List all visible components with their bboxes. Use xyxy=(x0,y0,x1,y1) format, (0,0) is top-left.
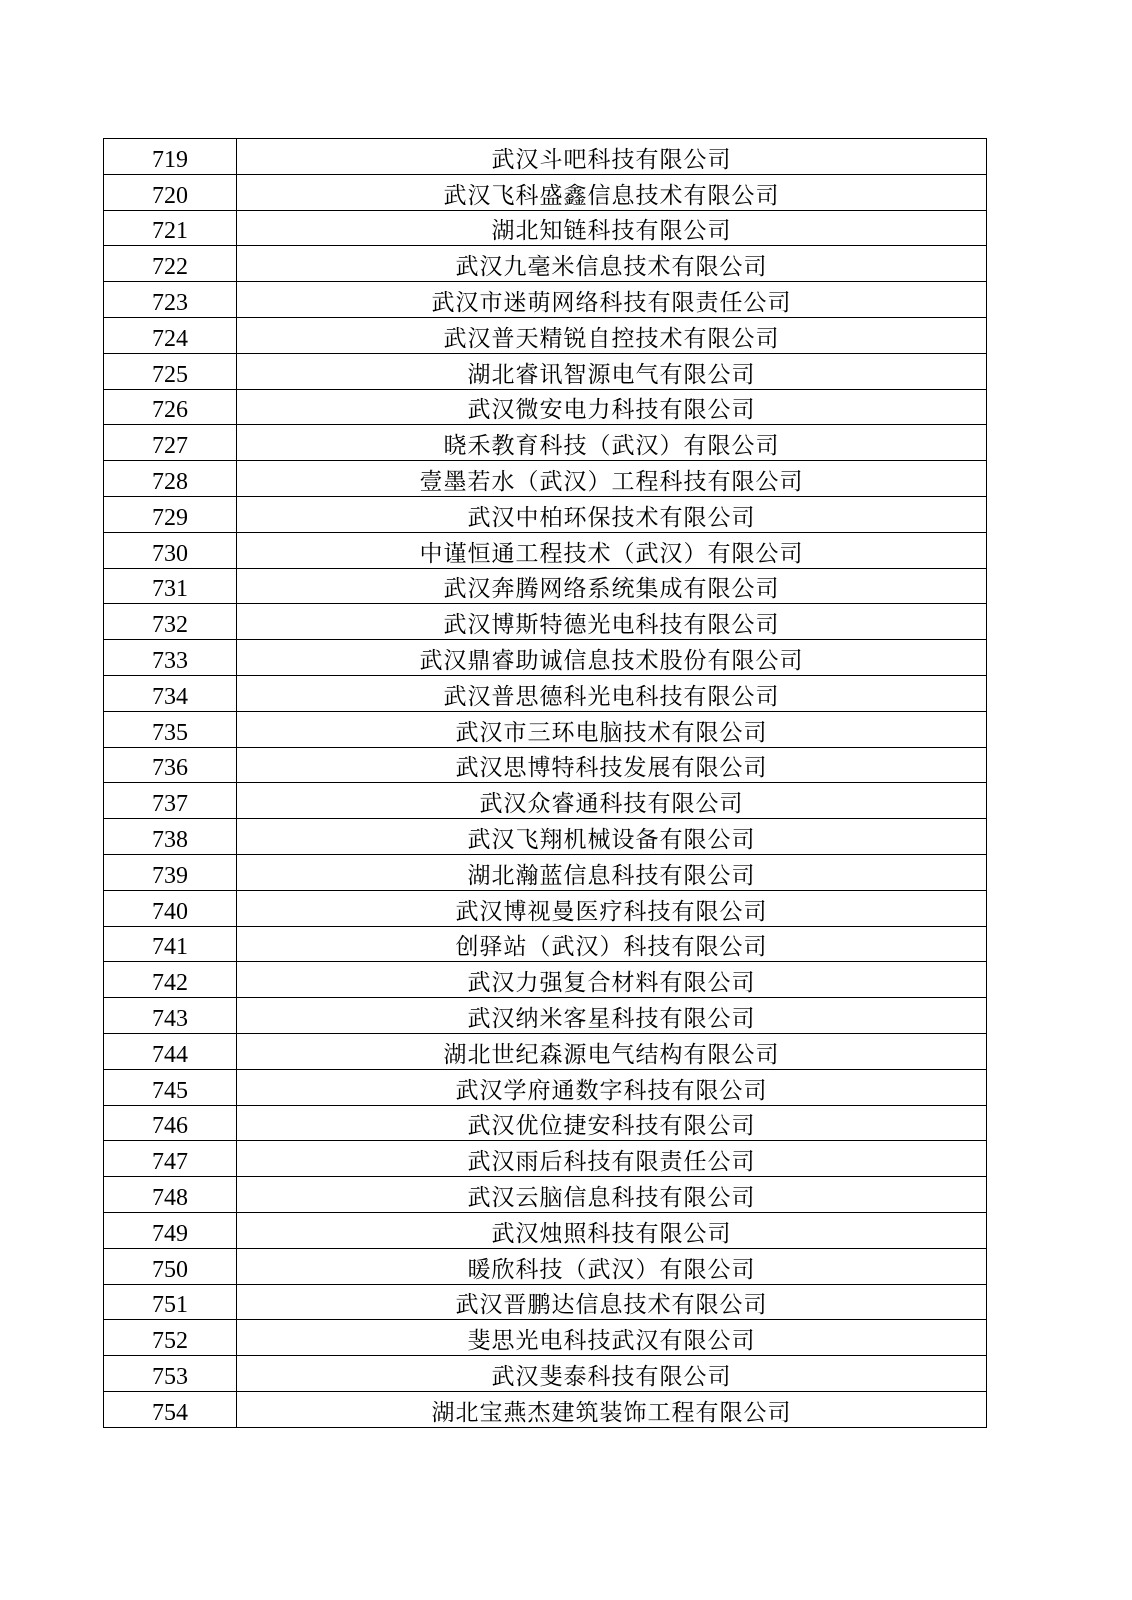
row-number-cell: 745 xyxy=(104,1069,237,1105)
row-number-cell: 753 xyxy=(104,1356,237,1392)
table-row xyxy=(104,246,987,282)
company-name-cell: 武汉斐泰科技有限公司 xyxy=(237,1356,987,1392)
company-name-cell: 武汉雨后科技有限责任公司 xyxy=(237,1141,987,1177)
company-name-cell: 斐思光电科技武汉有限公司 xyxy=(237,1320,987,1356)
row-number-cell: 743 xyxy=(104,998,237,1034)
table-row xyxy=(104,640,987,676)
company-name-cell: 武汉市迷萌网络科技有限责任公司 xyxy=(237,282,987,318)
table-row xyxy=(104,425,987,461)
row-number-cell: 728 xyxy=(104,461,237,497)
company-name-cell: 武汉飞科盛鑫信息技术有限公司 xyxy=(237,174,987,210)
table-row xyxy=(104,747,987,783)
company-name-cell: 武汉飞翔机械设备有限公司 xyxy=(237,819,987,855)
table-row xyxy=(104,210,987,246)
company-name-cell: 武汉微安电力科技有限公司 xyxy=(237,389,987,425)
company-name-cell: 武汉斗吧科技有限公司 xyxy=(237,139,987,175)
table-row xyxy=(104,1248,987,1284)
table-row xyxy=(104,282,987,318)
table-row xyxy=(104,783,987,819)
row-number-cell: 752 xyxy=(104,1320,237,1356)
company-name-cell: 武汉晋鹏达信息技术有限公司 xyxy=(237,1284,987,1320)
table-row xyxy=(104,461,987,497)
company-name-cell: 武汉中柏环保技术有限公司 xyxy=(237,496,987,532)
company-name-cell: 武汉奔腾网络系统集成有限公司 xyxy=(237,568,987,604)
row-number-cell: 727 xyxy=(104,425,237,461)
company-name-cell: 武汉纳米客星科技有限公司 xyxy=(237,998,987,1034)
row-number-cell: 741 xyxy=(104,926,237,962)
row-number-cell: 733 xyxy=(104,640,237,676)
company-name-cell: 武汉博斯特德光电科技有限公司 xyxy=(237,604,987,640)
table-row xyxy=(104,174,987,210)
company-name-cell: 武汉普思德科光电科技有限公司 xyxy=(237,675,987,711)
table-row xyxy=(104,1284,987,1320)
row-number-cell: 719 xyxy=(104,139,237,175)
company-name-cell: 武汉烛照科技有限公司 xyxy=(237,1212,987,1248)
table-row xyxy=(104,1177,987,1213)
table-row xyxy=(104,532,987,568)
row-number-cell: 722 xyxy=(104,246,237,282)
company-name-cell: 暖欣科技（武汉）有限公司 xyxy=(237,1248,987,1284)
company-name-cell: 湖北睿讯智源电气有限公司 xyxy=(237,353,987,389)
table-row xyxy=(104,1033,987,1069)
row-number-cell: 720 xyxy=(104,174,237,210)
company-name-cell: 晓禾教育科技（武汉）有限公司 xyxy=(237,425,987,461)
company-name-cell: 武汉优位捷安科技有限公司 xyxy=(237,1105,987,1141)
row-number-cell: 735 xyxy=(104,711,237,747)
table-row xyxy=(104,962,987,998)
company-name-cell: 武汉九毫米信息技术有限公司 xyxy=(237,246,987,282)
company-name-cell: 武汉博视曼医疗科技有限公司 xyxy=(237,890,987,926)
table-row xyxy=(104,998,987,1034)
table-row xyxy=(104,389,987,425)
company-list-body xyxy=(104,139,987,1428)
table-row xyxy=(104,1391,987,1427)
table-row xyxy=(104,1212,987,1248)
table-row xyxy=(104,317,987,353)
company-name-cell: 武汉云脑信息科技有限公司 xyxy=(237,1177,987,1213)
row-number-cell: 726 xyxy=(104,389,237,425)
row-number-cell: 725 xyxy=(104,353,237,389)
company-name-cell: 湖北世纪森源电气结构有限公司 xyxy=(237,1033,987,1069)
row-number-cell: 749 xyxy=(104,1212,237,1248)
table-row xyxy=(104,854,987,890)
company-list-table xyxy=(103,138,987,1428)
table-row xyxy=(104,604,987,640)
table-row xyxy=(104,1105,987,1141)
row-number-cell: 747 xyxy=(104,1141,237,1177)
table-row xyxy=(104,1320,987,1356)
company-name-cell: 武汉思博特科技发展有限公司 xyxy=(237,747,987,783)
company-name-cell: 武汉市三环电脑技术有限公司 xyxy=(237,711,987,747)
row-number-cell: 730 xyxy=(104,532,237,568)
table-row xyxy=(104,819,987,855)
row-number-cell: 729 xyxy=(104,496,237,532)
company-name-cell: 武汉普天精锐自控技术有限公司 xyxy=(237,317,987,353)
row-number-cell: 737 xyxy=(104,783,237,819)
company-name-cell: 湖北知链科技有限公司 xyxy=(237,210,987,246)
table-row xyxy=(104,890,987,926)
row-number-cell: 731 xyxy=(104,568,237,604)
company-name-cell: 创驿站（武汉）科技有限公司 xyxy=(237,926,987,962)
row-number-cell: 744 xyxy=(104,1033,237,1069)
row-number-cell: 754 xyxy=(104,1391,237,1427)
row-number-cell: 738 xyxy=(104,819,237,855)
row-number-cell: 748 xyxy=(104,1177,237,1213)
row-number-cell: 751 xyxy=(104,1284,237,1320)
company-name-cell: 壹墨若水（武汉）工程科技有限公司 xyxy=(237,461,987,497)
table-row xyxy=(104,496,987,532)
row-number-cell: 739 xyxy=(104,854,237,890)
row-number-cell: 724 xyxy=(104,317,237,353)
table-row xyxy=(104,711,987,747)
row-number-cell: 732 xyxy=(104,604,237,640)
table-row xyxy=(104,1356,987,1392)
company-name-cell: 中谨恒通工程技术（武汉）有限公司 xyxy=(237,532,987,568)
row-number-cell: 750 xyxy=(104,1248,237,1284)
row-number-cell: 736 xyxy=(104,747,237,783)
table-row xyxy=(104,139,987,175)
company-name-cell: 湖北瀚蓝信息科技有限公司 xyxy=(237,854,987,890)
row-number-cell: 721 xyxy=(104,210,237,246)
row-number-cell: 723 xyxy=(104,282,237,318)
table-row xyxy=(104,353,987,389)
table-row xyxy=(104,675,987,711)
row-number-cell: 746 xyxy=(104,1105,237,1141)
company-name-cell: 武汉学府通数字科技有限公司 xyxy=(237,1069,987,1105)
company-name-cell: 武汉力强复合材料有限公司 xyxy=(237,962,987,998)
company-name-cell: 湖北宝燕杰建筑装饰工程有限公司 xyxy=(237,1391,987,1427)
table-row xyxy=(104,1141,987,1177)
row-number-cell: 734 xyxy=(104,675,237,711)
row-number-cell: 742 xyxy=(104,962,237,998)
table-row xyxy=(104,926,987,962)
company-name-cell: 武汉鼎睿助诚信息技术股份有限公司 xyxy=(237,640,987,676)
row-number-cell: 740 xyxy=(104,890,237,926)
table-row xyxy=(104,1069,987,1105)
company-name-cell: 武汉众睿通科技有限公司 xyxy=(237,783,987,819)
table-row xyxy=(104,568,987,604)
